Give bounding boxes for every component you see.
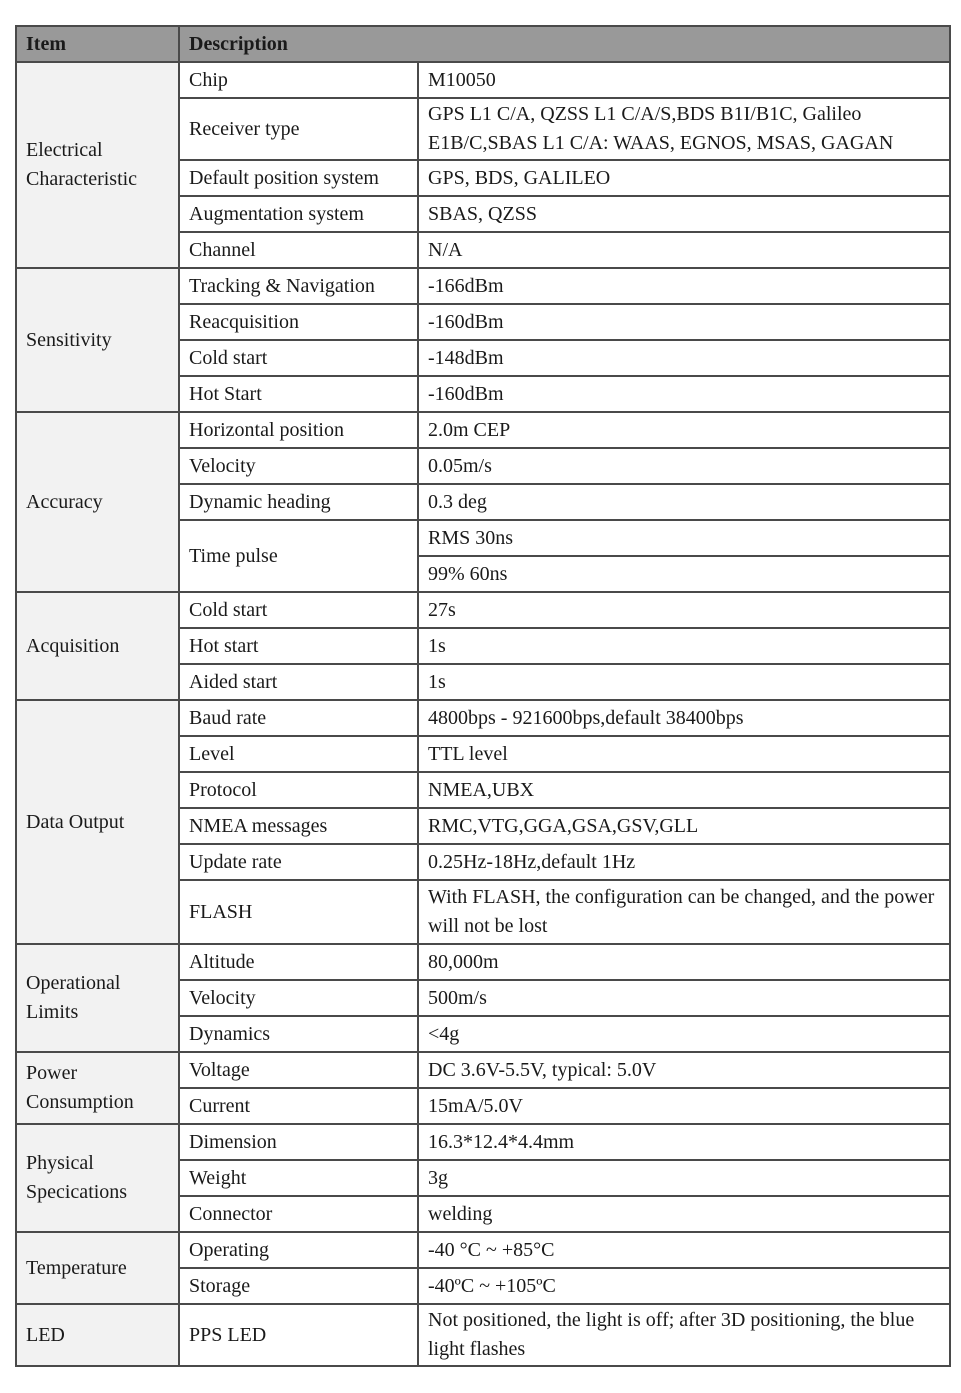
row-label: Time pulse xyxy=(179,520,418,592)
row-value: 3g xyxy=(418,1160,950,1196)
row-value: welding xyxy=(418,1196,950,1232)
row-label: Dynamics xyxy=(179,1016,418,1052)
row-value: 1s xyxy=(418,664,950,700)
row-value: 500m/s xyxy=(418,980,950,1016)
group-name: LED xyxy=(16,1304,179,1366)
header-item: Item xyxy=(16,26,179,62)
row-label: Weight xyxy=(179,1160,418,1196)
row-label: NMEA messages xyxy=(179,808,418,844)
spec-table xyxy=(15,25,951,1367)
row-label: Protocol xyxy=(179,772,418,808)
table-row xyxy=(16,1124,950,1160)
table-row xyxy=(16,1052,950,1088)
row-label: Storage xyxy=(179,1268,418,1304)
row-label: Current xyxy=(179,1088,418,1124)
table-row xyxy=(16,1304,950,1366)
row-value: Not positioned, the light is off; after 3D positioning, the blue light flashes xyxy=(418,1304,950,1366)
row-label: Cold start xyxy=(179,592,418,628)
row-value: -166dBm xyxy=(418,268,950,304)
row-value: TTL level xyxy=(418,736,950,772)
row-value: With FLASH, the configuration can be changed, and the power will not be lost xyxy=(418,880,950,944)
row-value: GPS, BDS, GALILEO xyxy=(418,160,950,196)
row-label: Augmentation system xyxy=(179,196,418,232)
row-label: Aided start xyxy=(179,664,418,700)
row-value: 1s xyxy=(418,628,950,664)
row-value: -160dBm xyxy=(418,376,950,412)
row-value: -40ºC ~ +105ºC xyxy=(418,1268,950,1304)
row-label: Level xyxy=(179,736,418,772)
row-value: RMC,VTG,GGA,GSA,GSV,GLL xyxy=(418,808,950,844)
row-value: NMEA,UBX xyxy=(418,772,950,808)
row-value: <4g xyxy=(418,1016,950,1052)
row-value: 2.0m CEP xyxy=(418,412,950,448)
row-label: Connector xyxy=(179,1196,418,1232)
row-label: Default position system xyxy=(179,160,418,196)
row-value: 27s xyxy=(418,592,950,628)
row-label: Dimension xyxy=(179,1124,418,1160)
header-row xyxy=(16,26,950,62)
row-value: N/A xyxy=(418,232,950,268)
row-label: Update rate xyxy=(179,844,418,880)
row-label: Dynamic heading xyxy=(179,484,418,520)
table-row xyxy=(16,592,950,628)
row-label: Hot Start xyxy=(179,376,418,412)
row-value: DC 3.6V-5.5V, typical: 5.0V xyxy=(418,1052,950,1088)
group-name: Data Output xyxy=(16,700,179,944)
row-value: RMS 30ns xyxy=(418,520,950,556)
row-value: SBAS, QZSS xyxy=(418,196,950,232)
row-value: M10050 xyxy=(418,62,950,98)
table-row xyxy=(16,62,950,98)
group-name: Temperature xyxy=(16,1232,179,1304)
group-name: Operational Limits xyxy=(16,944,179,1052)
row-label: FLASH xyxy=(179,880,418,944)
row-label: Velocity xyxy=(179,448,418,484)
spec-body xyxy=(16,62,950,1366)
row-label: Receiver type xyxy=(179,98,418,160)
row-value: 4800bps - 921600bps,default 38400bps xyxy=(418,700,950,736)
table-row xyxy=(16,700,950,736)
table-row xyxy=(16,268,950,304)
row-label: Voltage xyxy=(179,1052,418,1088)
row-label: Reacquisition xyxy=(179,304,418,340)
row-value: 99% 60ns xyxy=(418,556,950,592)
group-name: Accuracy xyxy=(16,412,179,592)
row-value: 0.05m/s xyxy=(418,448,950,484)
row-label: Baud rate xyxy=(179,700,418,736)
row-label: Horizontal position xyxy=(179,412,418,448)
row-label: Cold start xyxy=(179,340,418,376)
group-name: Acquisition xyxy=(16,592,179,700)
group-name: Power Consumption xyxy=(16,1052,179,1124)
table-row xyxy=(16,1232,950,1268)
row-label: Tracking & Navigation xyxy=(179,268,418,304)
row-label: Velocity xyxy=(179,980,418,1016)
row-value: -40 °C ~ +85°C xyxy=(418,1232,950,1268)
row-label: Altitude xyxy=(179,944,418,980)
row-value: -160dBm xyxy=(418,304,950,340)
group-name: Sensitivity xyxy=(16,268,179,412)
row-value: 15mA/5.0V xyxy=(418,1088,950,1124)
row-value: 80,000m xyxy=(418,944,950,980)
row-value: 16.3*12.4*4.4mm xyxy=(418,1124,950,1160)
group-name: Physical Specications xyxy=(16,1124,179,1232)
row-value: -148dBm xyxy=(418,340,950,376)
table-row xyxy=(16,412,950,448)
row-value: GPS L1 C/A, QZSS L1 C/A/S,BDS B1I/B1C, Galileo E1B/C,SBAS L1 C/A: WAAS, EGNOS, MSAS, GAGAN xyxy=(418,98,950,160)
row-label: Operating xyxy=(179,1232,418,1268)
row-label: PPS LED xyxy=(179,1304,418,1366)
table-row xyxy=(16,944,950,980)
row-value: 0.3 deg xyxy=(418,484,950,520)
header-description: Description xyxy=(179,26,950,62)
row-value: 0.25Hz-18Hz,default 1Hz xyxy=(418,844,950,880)
row-label: Channel xyxy=(179,232,418,268)
group-name: Electrical Characteristic xyxy=(16,62,179,268)
row-label: Hot start xyxy=(179,628,418,664)
row-label: Chip xyxy=(179,62,418,98)
